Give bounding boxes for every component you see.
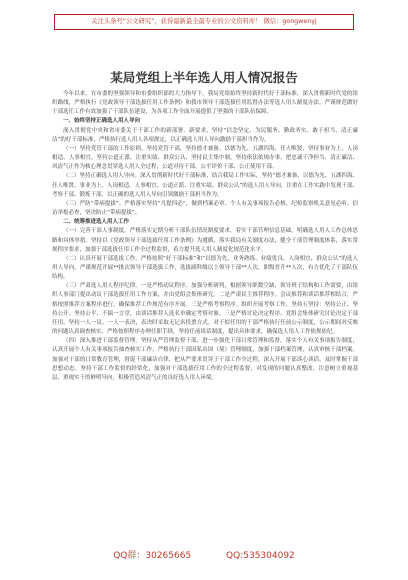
paragraph: （一）完善干部人事制度。严格落实定期分析干部队伍情况制度要求，着实干部管理信息基础，明确选人用人工作总体思路和具体举措。坚持以《党政领导干部选拔任用工作条例》为遵循，落实我局有关制度办法，健全干部管理制度体系，落实常规程序要求，加强干部选拔任用工作全过程监督，着力提升选人用人制度化规范化水平。 xyxy=(52,228,358,253)
promo-banner[interactable]: 关注头条号“公文研究”，获得最新最全最专业的公文资料库！ 微信：gongwenyj xyxy=(54,14,354,30)
paragraph: （四）深入推进干部监督管理。坚持从严管理监督干部，进一步强化干部日常管理和监督，落实个人有关事项报告制度，认真开展个人有关事项报告抽查核实工作，严格执行干部因私出国（境）管理制度，加强干部档案管理，认真审核干部档案。加强对干部的日常教育管理，督促干部廉洁自律，把从严要求贯穿于干部工作全过程。深入开展干部谈心谈话，及时掌握干部思想动态。坚持干部工作监督的经常化，加强对干部选拔任用工作的全过程监督，对发现的问题认真整改。注意树立重视基层、重视实干的鲜明导向，积极营造风清气正的良好选人用人环境。 xyxy=(52,338,358,381)
qq-group-text: QQ群：30265665 xyxy=(113,551,192,561)
document-body xyxy=(52,90,358,383)
paragraph: （二）坚持正确选人用人导向。深入贯彻新时代好干部标准，结合我局工作实际，坚持“德才兼备、以德为先、五湖四海、任人唯贤、事业为上、人岗相适、人事相宜、公道正派、注重实绩、群众公认”的选人用人导向，注重在工作实践中发现干部、考察干部、锻炼干部，以正确的选人用人导向引领激励干部担当作为。 xyxy=(52,173,358,198)
paragraph: （一）坚持党管干部的工作原则。坚持党管干部，坚持德才兼备、以德为先、五湖四海、任人唯贤，坚持事业为上、人岗相适、人事相宜，坚持公道正派、注重实绩、群众公认，坚持民主集中制，坚持依法依规办事，把忠诚干净担当、清正廉洁、风清气正作为核心理念贯穿选人用人全过程，公道对待干部、公平评价干部、公正使用干部。 xyxy=(52,145,358,171)
paragraph: （三）严肃选人用人程序纪律。一是严格动议程序。加强分析研判，根据领导职数空缺、领导班子结构和工作需要，由组织人事部门提出动议干部选拔任用工作方案，并由党组会集体研究。二是严肃民主推荐程序。会议推荐和谈话推荐相结合，严格按照推荐方案程序进行，确保推荐工作规范有序开展。三是严格考察程序。组织开展考察工作，坚持五坚持：坚持公正、坚持公开、坚持公平、不搞一言堂，由谈话推荐人选名单确定考察对象，三是严格讨论决定程序。党组会集体研究讨论决定干部任用，坚持一人一议、一人一表决，表决时采取无记名投票方式。对于拟任用的干部严格执行任前公示制度，公示期间对反映的问题认真调查核实，严格按照程序办理任职手续，坚持任前谈话制度，提出具体要求，确保选人用人工作依规依纪。 xyxy=(52,283,358,336)
paragraph: （三）严防“带病提拔”。严格落实坚持“凡提四必”，做到档案必审、个人有关事项报告必核、纪检监察机关意见必听、信访举报必查，坚决防止“带病提拔”。 xyxy=(52,200,358,217)
paragraph: （二）认真开展干部选拔工作。严格按照“好干部标准”和“以德为先、业务熟练、业绩优良、人岗相宜、群众公认”的选人用人导向，严谨规范开展**批次领导干部选拔工作，选拔副科级以上领导干部**人次，职级晋升**人次，有力优化了干部队伍结构。 xyxy=(52,255,358,281)
section-heading: 一、始终坚持正确选人用人导向 xyxy=(63,118,141,125)
footer xyxy=(0,548,408,561)
qq-text: QQ:535304092 xyxy=(226,551,295,561)
paragraph: 深入贯彻党中央和省市委关于干部工作的新部署、新要求，坚持“信念坚定、为民服务、勤政务实、敢于担当、清正廉洁”的好干部标准，严格执行选人用人各项规定，以正确选人用人导向激励干部担当作为。 xyxy=(52,127,358,143)
page-title: 某局党组上半年选人用人情况报告 xyxy=(110,70,298,85)
paragraph: 今年以来，在市委的坚强领导和市委组织部的大力指导下，我局党组始终坚持新时代好干部标准，深入贯彻新时代党的组织路线，严格执行《党政领导干部选拔任用工作条例》和我市领导干部选拔任用监督办法等选人用人制度办法，严谨规范做好干部选任工作有效加强了干部队伍建设，为各项工作全面开展提供了坚强的干部队伍保障。 xyxy=(52,91,358,116)
section-heading: 二、统筹推进选人用人工作 xyxy=(63,219,130,226)
